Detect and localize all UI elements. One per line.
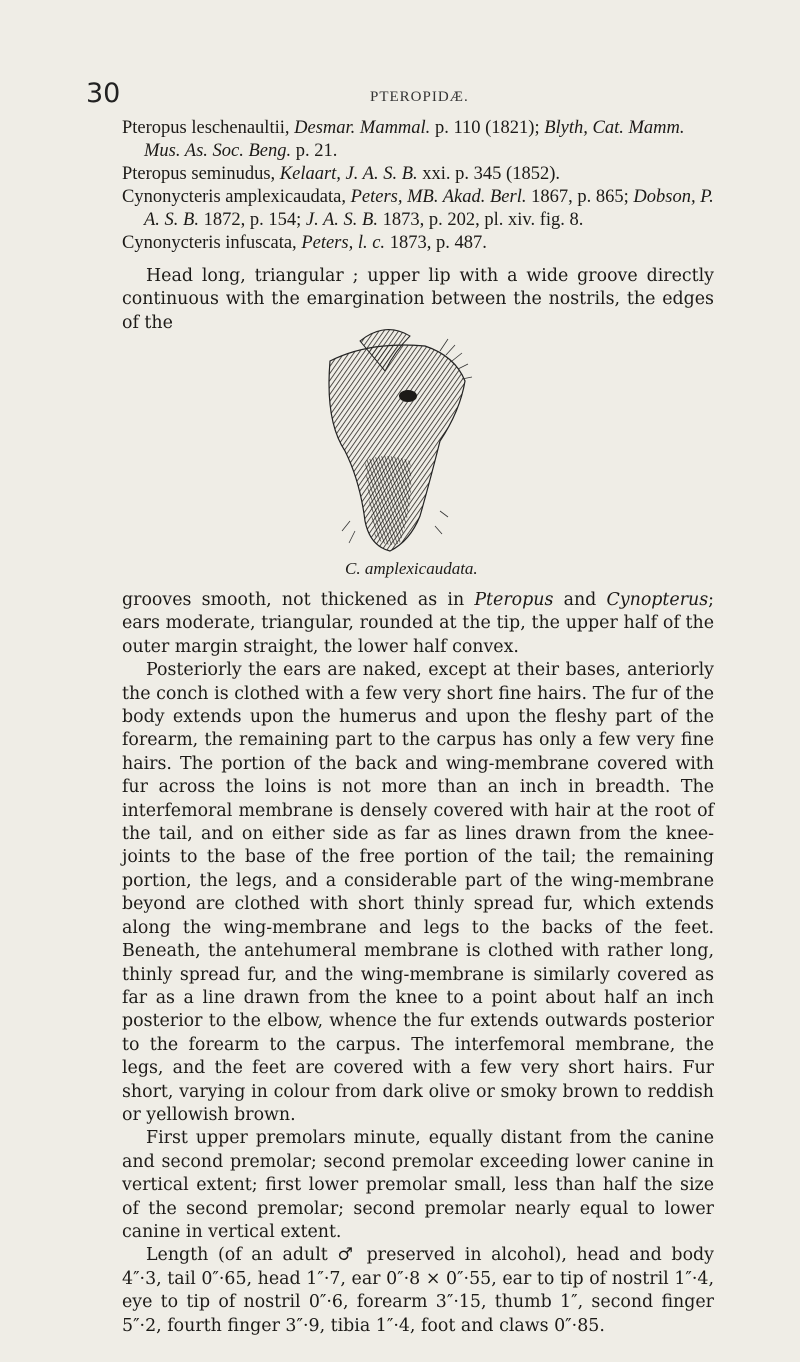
paragraph-measurements: Length (of an adult ♂ preserved in alcohol), head and body 4″·3, tail 0″·65, head 1″·7, ear 0″·8 × 0″·55, ear to tip of nostril 1″·4, eye to tip of nostril 0″·6, forearm 3″·15, thumb 1″, second finger 5″·2, fourth finger 3″·9, tibia 1″·4, foot and claws 0″·85. — [122, 1245, 714, 1336]
synonym-citation-detail: 1873, p. 202, pl. xiv. fig. 8. — [377, 210, 584, 230]
synonym-entry — [122, 186, 714, 232]
synonym-citation: Peters, l. c. — [301, 233, 386, 253]
synonym-citation-detail: xxi. p. 345 (1852). — [417, 164, 560, 184]
figure-caption: C. amplexicaudata. — [345, 559, 478, 578]
synonym-name: Pteropus leschenaultii, — [122, 118, 295, 138]
synonym-citation: Blyth, Cat. Mamm. Mus. As. Soc. Beng. — [144, 118, 685, 161]
description-body — [122, 589, 714, 1338]
running-head: PTEROPIDÆ. — [370, 89, 469, 105]
synonym-citation: Dobson, P. A. S. B. — [144, 187, 714, 230]
synonym-citation-detail: 1872, p. 154; — [198, 210, 306, 230]
synonym-entry — [122, 117, 714, 163]
bat-head-engraving — [290, 311, 510, 556]
synonym-citation-detail: 1867, p. 865; — [526, 187, 634, 207]
synonym-name: Pteropus seminudus, — [122, 164, 280, 184]
paragraph-fur: Posteriorly the ears are naked, except at their bases, anteriorly the conch is clothed with a few very short fine hairs. The fur of the body extends upon the humerus and upon the fleshy part of the forearm, the remaining part to the carpus has only a few very fine hairs. The portion of the back and wing-membrane covered with fur across the loins is not more than an inch in breadth. The interfemoral membrane is densely covered with hair at the root of the tail, and on either side as far as lines drawn from the knee-joints to the base of the free portion of the tail; the remaining portion, the legs, and a considerable part of the wing-membrane beyond are clothed with short thinly spread fur, which extends along the wing-membrane and legs to the backs of the feet. Beneath, the antehumeral membrane is clothed with rather long, thinly spread fur, and the wing-membrane is similarly covered as far as a line drawn from the knee to a point about half an inch posterior to the elbow, whence the fur extends outwards posterior to the forearm to the carpus. The interfemoral membrane, the legs, and the feet are covered with a few very short hairs. Fur short, varying in colour from dark olive or smoky brown to reddish or yellowish brown. — [122, 660, 714, 1125]
synonym-citation: Peters, MB. Akad. Berl. — [350, 187, 527, 207]
genus-pteropus: Pteropus — [474, 590, 554, 610]
page-number: 30 — [86, 78, 121, 109]
paragraph-dentition: First upper premolars minute, equally distant from the canine and second premolar; second premolar exceeding lower canine in vertical extent; first lower premolar small, less than half the size of the second premolar; second premolar nearly equal to lower canine in vertical extent. — [122, 1128, 714, 1242]
synonym-citation-detail: p. 21. — [291, 141, 338, 161]
synonym-citation: Desmar. Mammal. — [294, 118, 431, 138]
genus-cynopterus: Cynopterus — [606, 590, 709, 610]
synonymy-list — [122, 117, 714, 255]
paragraph-head-description: Head long, triangular ; upper lip with a wide groove directly continuous with the emargination between the nostrils, the edges of the — [122, 266, 714, 333]
synonym-citation-detail: 1873, p. 487. — [385, 233, 487, 253]
synonym-citation: J. A. S. B. — [305, 210, 378, 230]
synonym-name: Cynonycteris amplexicaudata, — [122, 187, 351, 207]
paragraph-ears: grooves smooth, not thickened as in Pteropus and Cynopterus; ears moderate, triangular, rounded at the tip, the upper half of the outer margin straight, the lower half convex. — [122, 590, 715, 657]
synonym-name: Cynonycteris infuscata, — [122, 233, 302, 253]
synonym-citation-detail: p. 110 (1821); — [430, 118, 545, 138]
synonym-entry — [122, 163, 714, 186]
bat-head-illustration — [290, 311, 510, 556]
synonym-citation: Kelaart, J. A. S. B. — [279, 164, 418, 184]
synonym-entry — [122, 232, 714, 255]
